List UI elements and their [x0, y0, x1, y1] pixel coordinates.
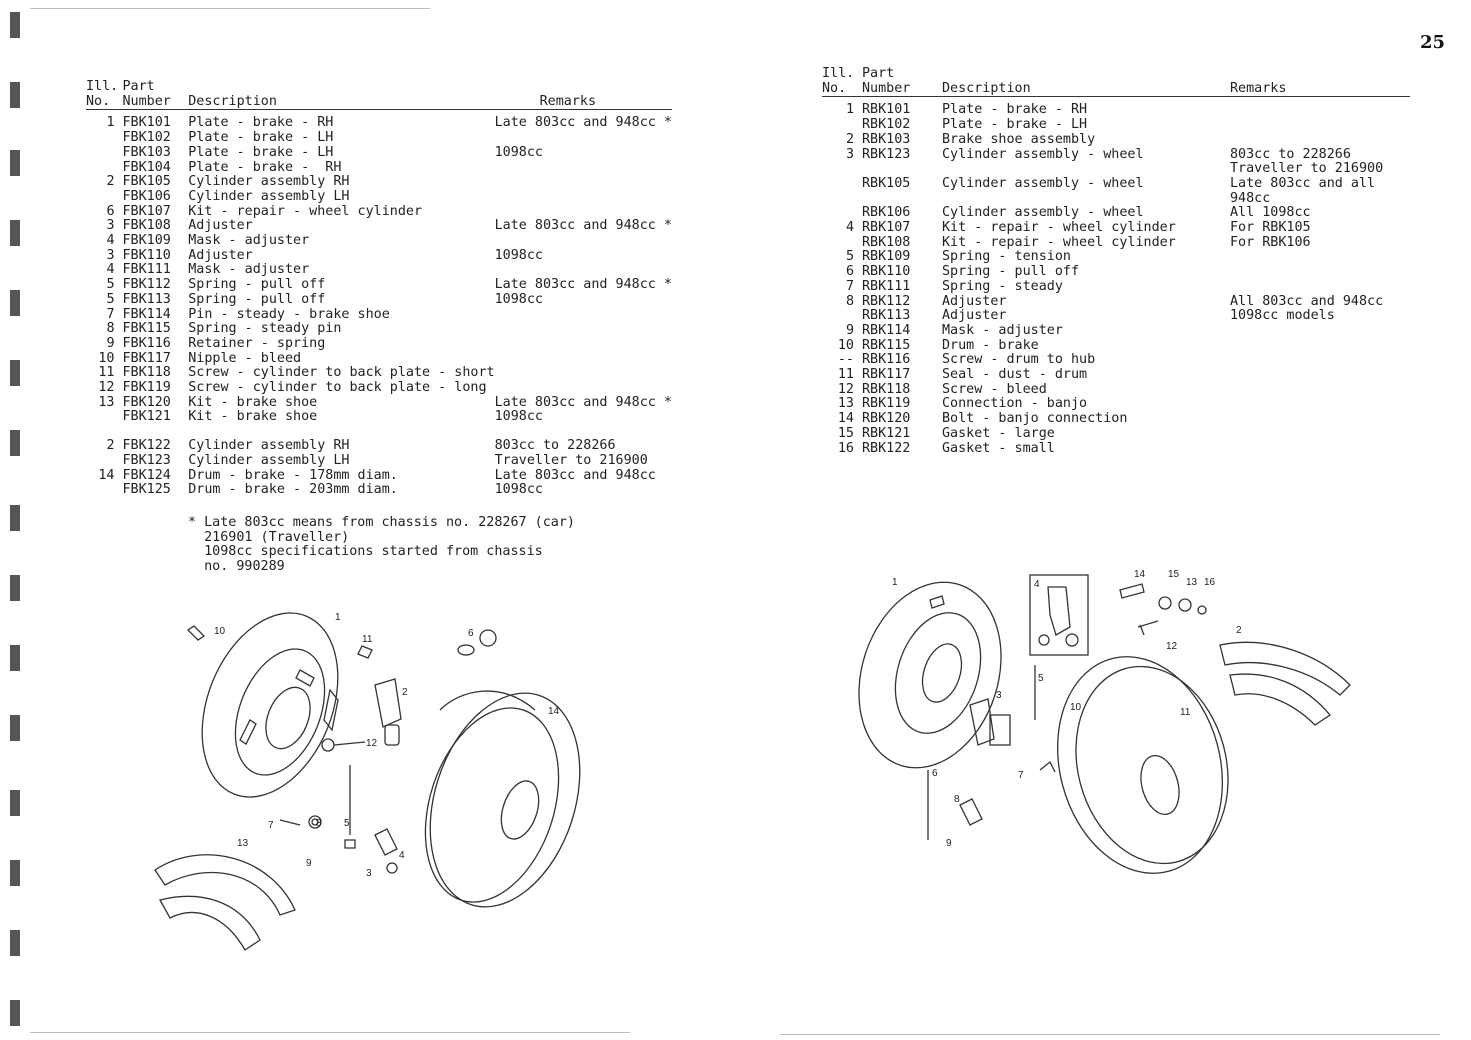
- callout-4: 4: [1034, 579, 1040, 590]
- remarks-cell: [1230, 353, 1410, 368]
- description-cell: Adjuster: [188, 218, 253, 234]
- remarks-cell: [1230, 324, 1410, 339]
- part-number-cell: RBK111: [862, 278, 911, 294]
- col-description: Description: [188, 80, 494, 110]
- table-row: [86, 146, 672, 161]
- callout-16: 16: [1204, 577, 1216, 588]
- callout-8: 8: [954, 794, 960, 805]
- description-cell: Cylinder assembly LH: [188, 452, 350, 468]
- page-number: 25: [1419, 32, 1445, 53]
- part-number-cell: FBK114: [122, 306, 171, 322]
- part-number-cell: FBK106: [122, 188, 171, 204]
- table-row: [822, 133, 1410, 148]
- description-cell: Cylinder assembly - wheel: [942, 205, 1144, 221]
- description-cell: Spring - pull off: [188, 291, 326, 307]
- remarks-cell: [495, 161, 672, 176]
- ill-no-cell: 12: [98, 380, 115, 396]
- description-cell: Plate - brake - LH: [942, 117, 1088, 133]
- ill-no-cell: [86, 161, 123, 176]
- description-cell: Bolt - banjo connection: [942, 411, 1128, 427]
- part-number-cell: FBK115: [122, 321, 171, 337]
- remarks-cell: [1230, 383, 1410, 398]
- ill-no-cell: [822, 118, 862, 133]
- description-cell: Nipple - bleed: [188, 350, 302, 366]
- description-cell: Drum - brake - 203mm diam.: [188, 482, 398, 498]
- table-row: [86, 278, 672, 293]
- ill-no-cell: 5: [106, 277, 115, 293]
- col-part-number: Part Number: [862, 67, 942, 97]
- remarks-cell: 1098cc: [494, 482, 543, 498]
- remarks-cell: [1230, 118, 1410, 133]
- ill-no-cell: 3: [845, 146, 854, 162]
- part-number-cell: RBK114: [862, 322, 911, 338]
- table-row: [822, 250, 1410, 265]
- callout-15: 15: [1168, 569, 1180, 580]
- part-number-cell: FBK107: [122, 203, 171, 219]
- table-row: [86, 352, 672, 367]
- remarks-cell: [1230, 412, 1410, 427]
- part-number-cell: RBK118: [862, 381, 911, 397]
- description-cell: Kit - repair - wheel cylinder: [188, 203, 423, 219]
- remarks-cell: [1230, 368, 1410, 383]
- ill-no-cell: 2: [106, 438, 115, 454]
- ill-no-cell: 4: [106, 233, 115, 249]
- ill-no-cell: 14: [98, 467, 115, 483]
- remarks-cell: 1098cc models: [1230, 308, 1335, 324]
- part-number-cell: RBK106: [862, 205, 911, 221]
- part-number-cell: FBK113: [122, 291, 171, 307]
- part-number-cell: FBK108: [122, 218, 171, 234]
- callout-10: 10: [1070, 702, 1082, 713]
- table-row: [822, 148, 1410, 177]
- part-number-cell: FBK104: [122, 159, 171, 175]
- ill-no-cell: 6: [845, 264, 854, 280]
- description-cell: Plate - brake - RH: [942, 102, 1088, 118]
- table-row: [822, 280, 1410, 295]
- description-cell: Spring - pull off: [942, 264, 1080, 280]
- ill-no-cell: 2: [106, 174, 115, 190]
- remarks-cell: 1098cc: [494, 291, 543, 307]
- ill-no-cell: 9: [845, 322, 854, 338]
- part-number-cell: FBK124: [122, 467, 171, 483]
- callout-6: 6: [932, 768, 938, 779]
- part-number-cell: FBK111: [122, 262, 171, 278]
- front-brake-exploded-diagram: [140, 600, 620, 970]
- ill-no-cell: 8: [845, 293, 854, 309]
- ill-no-cell: 10: [98, 350, 115, 366]
- description-cell: Gasket - small: [942, 440, 1055, 456]
- table-row: [822, 177, 1410, 206]
- ill-no-cell: 10: [837, 337, 854, 353]
- description-cell: Cylinder assembly RH: [188, 174, 350, 190]
- remarks-cell: [495, 381, 672, 396]
- part-number-cell: FBK122: [122, 438, 171, 454]
- remarks-cell: Late 803cc and 948cc *: [494, 277, 672, 293]
- ill-no-cell: 1: [106, 115, 115, 131]
- table-row: [86, 190, 672, 205]
- ill-no-cell: 4: [845, 220, 854, 236]
- callout-2: 2: [402, 687, 408, 698]
- brake-shoes-drawing: [155, 855, 295, 915]
- callout-12: 12: [366, 738, 378, 749]
- description-cell: Cylinder assembly - wheel: [942, 175, 1144, 191]
- ill-no-cell: [822, 236, 862, 251]
- remarks-cell: 1098cc: [494, 247, 543, 263]
- part-number-cell: FBK120: [122, 394, 171, 410]
- description-cell: Drum - brake - 178mm diam.: [188, 467, 398, 483]
- remarks-cell: [495, 263, 672, 278]
- table-row: [86, 410, 672, 425]
- description-cell: Plate - brake - LH: [188, 144, 334, 160]
- callout-14: 14: [548, 706, 560, 717]
- table-row: [86, 175, 672, 190]
- part-number-cell: FBK112: [122, 277, 171, 293]
- rear-brake-exploded-diagram: [850, 565, 1370, 875]
- description-cell: Adjuster: [942, 308, 1007, 324]
- part-number-cell: FBK101: [122, 115, 171, 131]
- callout-11: 11: [1180, 707, 1191, 718]
- callout-2: 2: [1236, 625, 1242, 636]
- table-row: [822, 339, 1410, 354]
- remarks-cell: 803cc to 228266: [494, 438, 616, 454]
- col-description: Description: [942, 67, 1230, 97]
- callout-12: 12: [1166, 641, 1178, 652]
- part-number-cell: FBK110: [122, 247, 171, 263]
- ill-no-cell: 2: [845, 131, 854, 147]
- ill-no-cell: [822, 309, 862, 324]
- remarks-cell: [1230, 442, 1410, 457]
- remarks-cell: [1230, 250, 1410, 265]
- table-row: [822, 206, 1410, 221]
- table-row: [822, 324, 1410, 339]
- remarks-cell: [495, 234, 672, 249]
- remarks-cell: All 803cc and 948cc: [1230, 293, 1384, 309]
- callout-3: 3: [996, 690, 1002, 701]
- callout-10: 10: [214, 626, 226, 637]
- part-number-cell: RBK102: [862, 117, 911, 133]
- remarks-cell: [1230, 427, 1410, 442]
- part-number-cell: RBK123: [862, 146, 911, 162]
- table-row: [822, 221, 1410, 236]
- remarks-cell: 803cc to 228266 Traveller to 216900: [1230, 146, 1384, 177]
- part-number-cell: RBK122: [862, 440, 911, 456]
- remarks-cell: For RBK106: [1230, 234, 1311, 250]
- part-number-cell: RBK115: [862, 337, 911, 353]
- table-row: [86, 161, 672, 176]
- description-cell: Kit - brake shoe: [188, 409, 318, 425]
- part-number-cell: RBK117: [862, 367, 911, 383]
- part-number-cell: RBK121: [862, 425, 911, 441]
- table-header: [822, 67, 1410, 97]
- description-cell: Cylinder assembly RH: [188, 438, 350, 454]
- table-row: [86, 439, 672, 454]
- remarks-cell: [1230, 339, 1410, 354]
- table-row: [822, 236, 1410, 251]
- table-row: [822, 412, 1410, 427]
- callout-7: 7: [1018, 770, 1024, 781]
- table-row: [86, 234, 672, 249]
- ill-no-cell: 7: [845, 278, 854, 294]
- callout-4: 4: [399, 850, 405, 861]
- ill-no-cell: 15: [837, 425, 854, 441]
- ill-no-cell: [822, 177, 862, 206]
- description-cell: Adjuster: [188, 247, 253, 263]
- description-cell: Mask - adjuster: [188, 262, 310, 278]
- callout-3: 3: [366, 868, 372, 879]
- part-number-cell: FBK102: [122, 130, 171, 146]
- description-cell: Connection - banjo: [942, 396, 1088, 412]
- callout-5: 5: [1038, 673, 1044, 684]
- ill-no-cell: [86, 454, 123, 469]
- table-row: [822, 353, 1410, 368]
- description-cell: Brake shoe assembly: [942, 131, 1096, 147]
- part-number-cell: RBK112: [862, 293, 911, 309]
- description-cell: Spring - steady: [942, 278, 1063, 294]
- ill-no-cell: 7: [106, 306, 115, 322]
- remarks-cell: [495, 308, 672, 323]
- description-cell: Gasket - large: [942, 425, 1055, 441]
- callout-6: 6: [468, 628, 474, 639]
- part-number-cell: RBK105: [862, 175, 911, 191]
- description-cell: Plate - brake - RH: [188, 159, 342, 175]
- ill-no-cell: [86, 483, 123, 498]
- table-row: [822, 265, 1410, 280]
- ill-no-cell: 8: [106, 321, 115, 337]
- part-number-cell: RBK103: [862, 131, 911, 147]
- part-number-cell: RBK101: [862, 102, 911, 118]
- description-cell: Kit - brake shoe: [188, 394, 318, 410]
- table-row: [86, 396, 672, 411]
- description-cell: Cylinder assembly - wheel: [942, 146, 1144, 162]
- table-row: [86, 308, 672, 323]
- ill-no-cell: [86, 410, 123, 425]
- ill-no-cell: [822, 206, 862, 221]
- callout-11: 11: [362, 634, 373, 645]
- description-cell: Screw - drum to hub: [942, 352, 1096, 368]
- ill-no-cell: 11: [98, 365, 115, 381]
- ill-no-cell: --: [837, 352, 854, 368]
- description-cell: Mask - adjuster: [942, 322, 1063, 338]
- table-row: [86, 469, 672, 484]
- table-row: [86, 381, 672, 396]
- table-row: [86, 483, 672, 498]
- ill-no-cell: 12: [837, 381, 854, 397]
- remarks-cell: 1098cc: [494, 144, 543, 160]
- remarks-cell: [1230, 280, 1410, 295]
- part-number-cell: FBK116: [122, 335, 171, 351]
- ill-no-cell: 5: [106, 291, 115, 307]
- table-row: [822, 442, 1410, 457]
- rear-brake-parts-table: [822, 67, 1410, 456]
- callout-1: 1: [335, 612, 341, 623]
- ill-no-cell: 3: [106, 247, 115, 263]
- part-number-cell: RBK113: [862, 308, 911, 324]
- remarks-cell: [495, 366, 672, 381]
- part-number-cell: FBK125: [122, 482, 171, 498]
- table-row: [822, 295, 1410, 310]
- remarks-cell: Late 803cc and 948cc *: [494, 115, 672, 131]
- ill-no-cell: 14: [837, 411, 854, 427]
- table-row: [822, 368, 1410, 383]
- part-number-cell: RBK110: [862, 264, 911, 280]
- callout-7: 7: [268, 820, 274, 831]
- ill-no-cell: 13: [837, 396, 854, 412]
- table-row: [86, 131, 672, 146]
- ill-no-cell: 6: [106, 203, 115, 219]
- description-cell: Drum - brake: [942, 337, 1039, 353]
- chassis-footnote: * Late 803cc means from chassis no. 228267 (car) 216901 (Traveller) 1098cc specifications started from chassis no. 990289: [188, 515, 575, 575]
- table-row: [86, 337, 672, 352]
- ill-no-cell: 5: [845, 249, 854, 265]
- table-row: [822, 118, 1410, 133]
- part-number-cell: FBK119: [122, 380, 171, 396]
- description-cell: Cylinder assembly LH: [188, 188, 350, 204]
- part-number-cell: FBK121: [122, 409, 171, 425]
- description-cell: Pin - steady - brake shoe: [188, 306, 390, 322]
- col-ill-no: Ill. No.: [822, 67, 862, 97]
- description-cell: Screw - cylinder to back plate - long: [188, 380, 487, 396]
- ill-no-cell: 11: [837, 367, 854, 383]
- table-header: [86, 80, 672, 110]
- remarks-cell: All 1098cc: [1230, 205, 1311, 221]
- remarks-cell: Traveller to 216900: [494, 452, 648, 468]
- description-cell: Mask - adjuster: [188, 233, 310, 249]
- table-row: [822, 383, 1410, 398]
- description-cell: Plate - brake - LH: [188, 130, 334, 146]
- ill-no-cell: 1: [845, 102, 854, 118]
- part-number-cell: FBK105: [122, 174, 171, 190]
- part-number-cell: RBK108: [862, 234, 911, 250]
- remarks-cell: [495, 131, 672, 146]
- callout-8: 8: [316, 818, 322, 829]
- remarks-cell: Late 803cc and all 948cc: [1230, 175, 1376, 206]
- remarks-cell: [1230, 133, 1410, 148]
- table-row: [86, 205, 672, 220]
- callout-13: 13: [1186, 577, 1198, 588]
- table-row: [86, 249, 672, 264]
- table-row: [86, 263, 672, 278]
- table-row: [822, 309, 1410, 324]
- binding-edge: [8, 0, 22, 1040]
- drum-drawing: [1034, 638, 1245, 875]
- table-row: [822, 103, 1410, 118]
- wheel-cylinder-drawing: [375, 679, 401, 727]
- description-cell: Kit - repair - wheel cylinder: [942, 234, 1176, 250]
- col-remarks: Remarks: [1230, 67, 1410, 97]
- description-cell: Seal - dust - drum: [942, 367, 1088, 383]
- ill-no-cell: 9: [106, 335, 115, 351]
- description-cell: Spring - pull off: [188, 277, 326, 293]
- part-number-cell: FBK117: [122, 350, 171, 366]
- callout-9: 9: [946, 838, 952, 849]
- part-number-cell: FBK103: [122, 144, 171, 160]
- ill-no-cell: 3: [106, 218, 115, 234]
- ill-no-cell: 4: [106, 262, 115, 278]
- description-cell: Plate - brake - RH: [188, 115, 334, 131]
- table-row: [86, 454, 672, 469]
- callout-1: 1: [892, 577, 898, 588]
- remarks-cell: Late 803cc and 948cc: [494, 467, 656, 483]
- description-cell: Kit - repair - wheel cylinder: [942, 220, 1176, 236]
- part-number-cell: RBK119: [862, 396, 911, 412]
- part-number-cell: RBK116: [862, 352, 911, 368]
- part-number-cell: RBK109: [862, 249, 911, 265]
- remarks-cell: Late 803cc and 948cc *: [494, 218, 672, 234]
- row-spacer: [86, 425, 672, 439]
- callout-14: 14: [1134, 569, 1146, 580]
- table-row: [86, 116, 672, 131]
- remarks-cell: 1098cc: [494, 409, 543, 425]
- description-cell: Spring - tension: [942, 249, 1071, 265]
- remarks-cell: [1230, 103, 1410, 118]
- remarks-cell: [495, 175, 672, 190]
- remarks-cell: For RBK105: [1230, 220, 1311, 236]
- col-part-number: Part Number: [123, 80, 189, 110]
- remarks-cell: [495, 205, 672, 220]
- callout-5: 5: [344, 818, 350, 829]
- table-row: [86, 219, 672, 234]
- ill-no-cell: 13: [98, 394, 115, 410]
- callout-9: 9: [306, 858, 312, 869]
- table-row: [822, 397, 1410, 412]
- front-brake-parts-table: [86, 80, 672, 498]
- remarks-cell: [1230, 397, 1410, 412]
- ill-no-cell: [86, 146, 123, 161]
- description-cell: Screw - cylinder to back plate - short: [188, 365, 495, 381]
- remarks-cell: [495, 352, 672, 367]
- table-row: [86, 293, 672, 308]
- table-row: [822, 427, 1410, 442]
- remarks-cell: [495, 322, 672, 337]
- remarks-cell: [495, 337, 672, 352]
- part-number-cell: FBK123: [122, 452, 171, 468]
- remarks-cell: [495, 190, 672, 205]
- part-number-cell: FBK109: [122, 233, 171, 249]
- ill-no-cell: [86, 190, 123, 205]
- part-number-cell: FBK118: [122, 365, 171, 381]
- table-row: [86, 322, 672, 337]
- description-cell: Retainer - spring: [188, 335, 326, 351]
- description-cell: Adjuster: [942, 293, 1007, 309]
- part-number-cell: RBK107: [862, 220, 911, 236]
- callout-13: 13: [237, 838, 249, 849]
- remarks-cell: [1230, 265, 1410, 280]
- part-number-cell: RBK120: [862, 411, 911, 427]
- description-cell: Spring - steady pin: [188, 321, 342, 337]
- col-ill-no: Ill. No.: [86, 80, 123, 110]
- brake-shoes-drawing: [1220, 642, 1350, 695]
- ill-no-cell: [86, 131, 123, 146]
- remarks-cell: Late 803cc and 948cc *: [494, 394, 672, 410]
- table-row: [86, 366, 672, 381]
- col-remarks: Remarks: [495, 80, 672, 110]
- description-cell: Screw - bleed: [942, 381, 1047, 397]
- ill-no-cell: 16: [837, 440, 854, 456]
